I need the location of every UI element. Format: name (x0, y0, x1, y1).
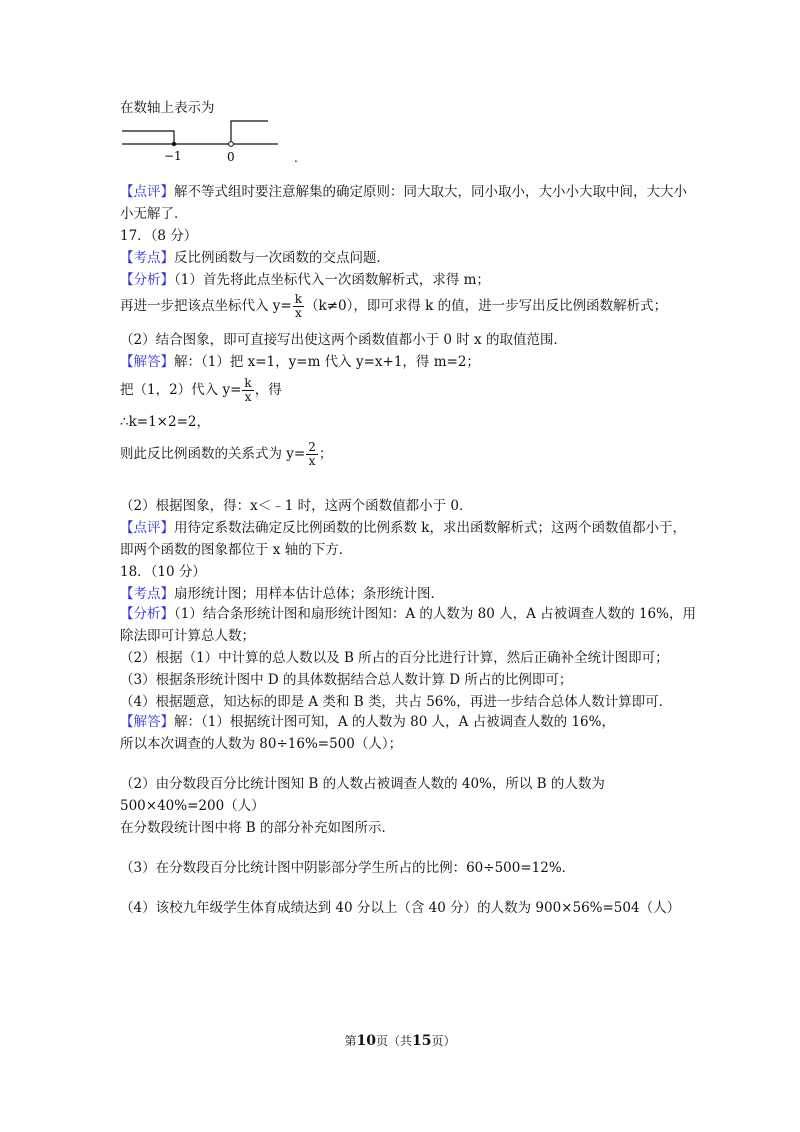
footer-page-number: 10 (356, 1033, 376, 1049)
q17-jieda-line2 (120, 377, 282, 404)
fenxi-tag: 【分析】 (120, 272, 174, 288)
q18-jieda-line7: （4）该校九年级学生体育成绩达到 40 分以上（含 40 分）的人数为 900×56%=504（人） (120, 900, 681, 916)
solution-ray-right (231, 121, 268, 144)
dianping-tag: 【点评】 (120, 184, 174, 200)
q18-jieda-line2: 所以本次调查的人数为 80÷16%=500（人）； (120, 736, 403, 752)
q17-dianping-text1: 用待定系数法确定反比例函数的比例系数 k，求出函数解析式；这两个函数值都小于， (174, 520, 686, 536)
q17-kaodian-text: 反比例函数与一次函数的交点问题． (174, 250, 390, 266)
period-mark: . (294, 151, 298, 165)
footer-post: 页） (431, 1034, 456, 1048)
closed-point-neg1 (172, 142, 176, 146)
q18-jieda-line3: （2）由分数段百分比统计图知 B 的人数占被调查人数的 40%，所以 B 的人数为 (120, 776, 605, 792)
fraction-denominator: x (294, 306, 302, 320)
q18-heading: 18．（10 分） (120, 564, 206, 580)
jieda-tag: 【解答】 (120, 354, 174, 370)
q18-fenxi-line1 (120, 605, 696, 623)
q17-fenxi2-post: （k≠0），即可求得 k 的值，进一步写出反比例函数解析式； (305, 298, 668, 314)
q17-jieda4-post: ； (318, 446, 333, 462)
q17-jieda2-post: ，得 (254, 382, 282, 398)
q16-comment-text1: 解不等式组时要注意解集的确定原则：同大取大，同小取小，大小小大取中间，大大小 (174, 184, 687, 200)
footer-total-pages: 15 (412, 1033, 432, 1049)
q16-comment-line1 (120, 183, 687, 201)
jieda-tag: 【解答】 (120, 714, 174, 730)
q18-fenxi-line2: 除法即可计算总人数； (120, 628, 255, 644)
open-point-0 (229, 142, 234, 147)
q17-heading: 17．（8 分） (120, 228, 198, 244)
fraction-denominator: x (244, 390, 252, 404)
fraction-k-over-x (293, 293, 304, 320)
q18-kaodian (120, 585, 444, 603)
q17-jieda4-pre: 则此反比例函数的关系式为 y= (120, 446, 306, 462)
footer-mid: 页（共 (375, 1034, 412, 1048)
q17-dianping-line2: 即两个函数的图象都位于 x 轴的下方． (120, 542, 353, 558)
tick-label-neg1: −1 (164, 149, 182, 163)
kaodian-tag: 【考点】 (120, 250, 174, 266)
fraction-numerator: k (294, 292, 303, 306)
q17-jieda-line3: ∴k=1×2=2， (120, 414, 210, 430)
q18-fenxi-line4: （3）根据条形统计图中 D 的具体数据结合总人数计算 D 所占的比例即可； (120, 672, 573, 688)
q17-jieda-line5: （2）根据图象，得：x＜﹣1 时，这两个函数值都小于 0． (120, 498, 473, 514)
q17-fenxi-line1 (120, 271, 490, 289)
q16-comment-line2: 小无解了． (120, 206, 188, 222)
q18-fenxi-text1: （1）结合条形统计图和扇形统计图知：A 的人数为 80 人，A 占被调查人数的 16%，用 (174, 606, 696, 622)
solution-ray-left (122, 131, 174, 144)
fraction-denominator: x (308, 454, 316, 468)
kaodian-tag: 【考点】 (120, 586, 174, 602)
q17-fenxi2-pre: 再进一步把该点坐标代入 y= (120, 298, 292, 314)
q17-jieda2-pre: 把（1，2）代入 y= (120, 382, 242, 398)
numberline-caption: 在数轴上表示为 (120, 100, 215, 116)
fenxi-tag: 【分析】 (120, 606, 174, 622)
q18-jieda-line4: 500×40%=200（人） (120, 798, 265, 814)
q17-fenxi-line3: （2）结合图象，即可直接写出使这两个函数值都小于 0 时 x 的取值范围． (120, 332, 567, 348)
q17-fenxi-line2 (120, 293, 667, 320)
q17-jieda-line4 (120, 441, 332, 468)
fraction-numerator: 2 (308, 440, 316, 454)
q17-fenxi-text1: （1）首先将此点坐标代入一次函数解析式，求得 m； (174, 272, 490, 288)
q18-jieda-line6: （3）在分数段百分比统计图中阴影部分学生所占的比例：60÷500=12%． (120, 860, 576, 876)
q17-dianping-line1 (120, 519, 686, 537)
q17-jieda-line1 (120, 353, 480, 371)
footer-pre: 第 (344, 1034, 357, 1048)
q18-fenxi-line3: （2）根据（1）中计算的总人数以及 B 所占的百分比进行计算，然后正确补全统计图即可； (120, 650, 669, 666)
q18-jieda-text1: 解：（1）根据统计图可知，A 的人数为 80 人，A 占被调查人数的 16%， (174, 714, 615, 730)
page-footer (0, 1032, 800, 1049)
number-line-figure (118, 116, 318, 168)
q18-jieda-line1 (120, 713, 615, 731)
q17-kaodian (120, 249, 390, 267)
q18-fenxi-line5: （4）根据题意，知达标的即是 A 类和 B 类，共占 56%，再进一步结合总体人数计算即可． (120, 694, 673, 710)
q18-jieda-line5: 在分数段统计图中将 B 的部分补充如图所示． (120, 820, 396, 836)
fraction-numerator: k (244, 376, 252, 390)
fraction-k-over-x (242, 377, 253, 404)
q17-jieda-text1: 解：（1）把 x=1，y=m 代入 y=x+1，得 m=2； (174, 354, 480, 370)
tick-label-0: 0 (227, 150, 235, 164)
q18-kaodian-text: 扇形统计图；用样本估计总体；条形统计图． (174, 586, 444, 602)
fraction-2-over-x (306, 441, 318, 468)
dianping-tag: 【点评】 (120, 520, 174, 536)
